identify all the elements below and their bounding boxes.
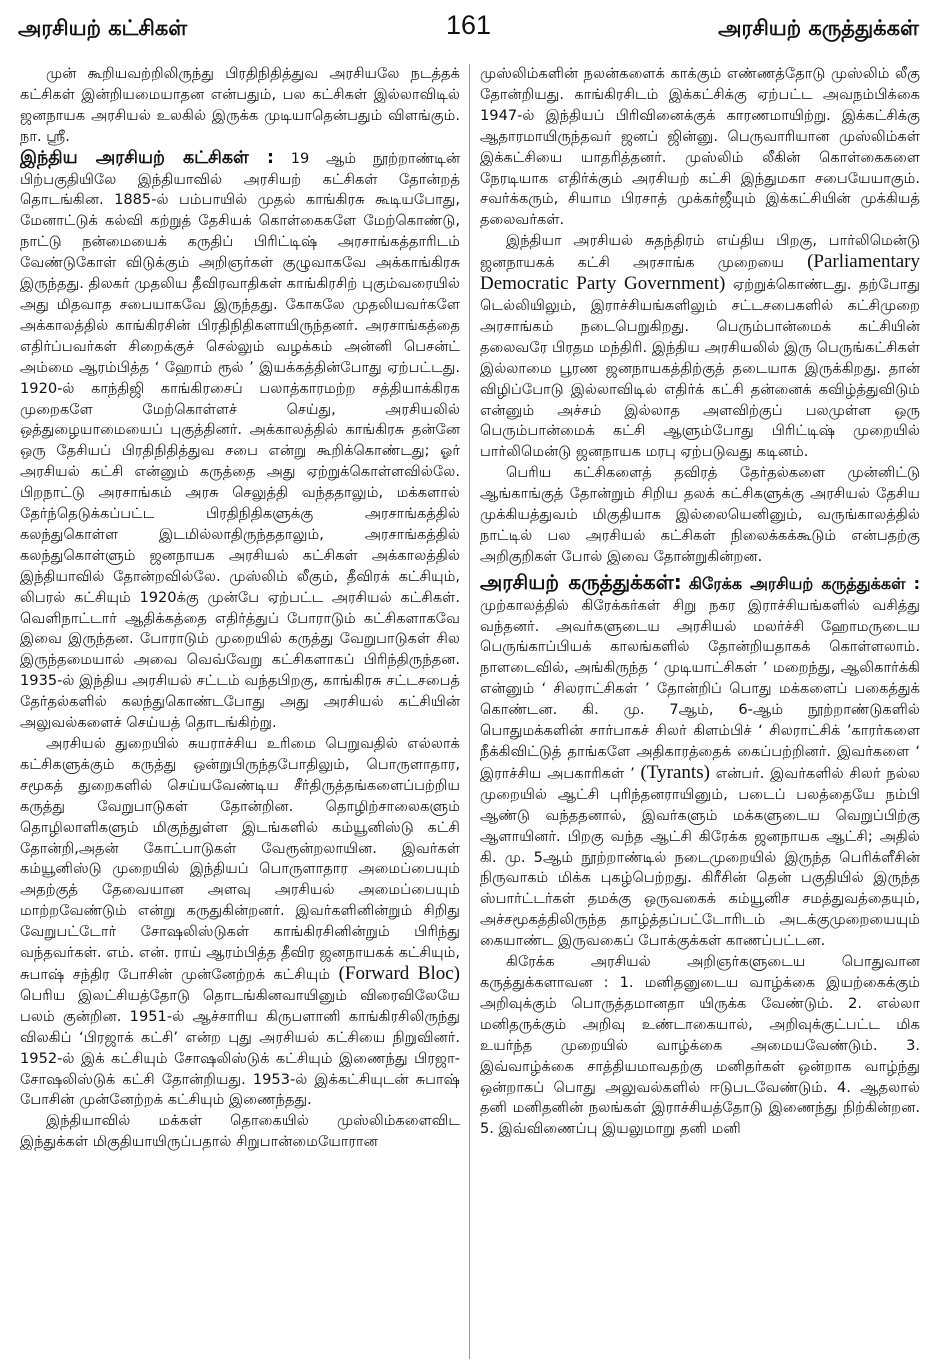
right-column: [480, 64, 920, 1364]
paragraph-text: 19 ஆம் நூற்றாண்டின் பிற்பகுதியிலே இந்தியாவில் அரசியற் கட்சிகள் தோன்றத் தொடங்கின. 1885-ல் பம்பாயில் முதல் காங்கிரசு கூடியபோது, மேனாட்டுக் கல்வி கற்றுத் தேசியக் கொள்கைகளே மேற்கொண்டு, நாட்டு நன்மையைக் கருதிப் பிரிட்டிஷ் அரசாங்கத்தாரிடம் வேண்டுகோள் விடுக்கும் அறிஞர்கள் குழுவாகவே அக்காங்கிரசு இருந்தது. திலகர் முதலிய தீவிரவாதிகள் காங்கிரசிற் புகும்வரையில் அது மிதவாத சபையாகவே இருந்தது. கோகலே முதலியவர்களே அக்காலத்தில் காங்கிரசின் பிரதிநிதிகளாயிருந்தனர். அரசாங்கத்தை எதிர்ப்பவர்கள் சிறைக்குச் செல்லும் வழக்கம் அன்னி பெசன்ட் அம்மை ஆரம்பித்த ‘ ஹோம் ரூல் ’ இயக்கத்தின்போது ஏற்பட்டது. 1920-ல் காந்திஜி காங்கிரசைப் பலாத்காரமற்ற சத்தியாக்கிரக முறைகளே மேற்கொள்ளச் செய்து, அரசியலில் ஒத்துழையாமையைப் புகுத்தினர். அக்காலத்தில் காங்கிரசு தன்னே ஒரு தேசியப் பிரதிநிதித்துவ சபை என்று கூறிக்கொண்டது; ஓர் அரசியல் கட்சி என்னும் கருத்தை அது ஏற்றுக்கொள்ளவில்லே. பிறநாட்டு அரசாங்கம் அரசு செலுத்தி வந்ததாலும், மக்களால் தேர்ந்தெடுக்கப்பட்ட பிரதிநிதிகளுக்கு அரசாங்கத்தில் கலந்துகொள்ள இடமில்லாதிருந்ததாலும், அரசாங்கத்தில் கலந்துகொள்ளும் ஜனநாயக அரசியல் கட்சிகள் அக்காலத்தில் இந்தியாவில் தோன்றவில்லே. முஸ்லிம் லீகும், தீவிரக் கட்சியும், லிபரல் கட்சியும் 1920க்கு முன்பே ஏற்பட்ட அரசியல் கட்சிகள். வெளிநாட்டார் ஆதிக்கத்தை எதிர்த்துப் போராடும் கட்சிகளாகவே இவை இருந்தன. போராடும் முறையில் கருத்து வேறுபாடுகள் சில இருந்தமையால் அவை வெவ்வேறு கட்சிகளாகப் பிரிந்திருந்தன. 1935-ல் இந்திய அரசியல் சட்டம் வந்தபிறகு, காங்கிரசு சட்டசபைத் தேர்தல்களில் கலந்துகொண்டபோது அது அரசியல் கட்சியின் அலுவல்களைச் செய்யத் தொடங்கிற்று.: [20, 149, 460, 732]
paragraph: முஸ்லிம்களின் நலன்களைக் காக்கும் எண்ணத்தோடு முஸ்லிம் லீகு தோன்றியது. காங்கிரசிடம் இக்கட்சிக்கு ஏற்பட்ட அவநம்பிக்கை 1947-ல் இந்தியப் பிரிவினைக்குக் காரணமாயிற்று. இக்கட்சிக்கு ஆதாரமாயிருந்தவர் ஜனப் ஜின்னு. பெருவாரியான முஸ்லிம்கள் இக்கட்சியை யாதரித்தனர். முஸ்லிம் லீகின் கொள்கைகளை நேரடியாக எதிர்க்கும் அரசியற் கட்சி இந்துமகா சபையேயாகும். சவர்க்கரும், சியாம பிரசாத் முக்கர்ஜீயும் இக்கட்சியின் முக்கியத் தலைவர்கள்.: [480, 65, 920, 229]
paragraph-text: பெரிய இலட்சியத்தோடு தொடங்கினவாயினும் விரைவிலேயே பலம் குன்றின. 1951-ல் ஆச்சாரிய கிருபளானி காங்கிரசிலிருந்து விலகிப் ‘பிரஜாக் கட்சி’ என்ற புது அரசியல் கட்சியை நிறுவினர். 1952-ல் இக் கட்சியும் சோஷலிஸ்டுக் கட்சியும் இணைந்து பிரஜா-சோஷலிஸ்டுக் கட்சி தோன்றியது. 1953-ல் இக்கட்சியுடன் சுபாஷ் போசின் முன்னேற்றக் கட்சியும் இணைந்தது.: [20, 986, 460, 1109]
paragraph: முன் கூறியவற்றிலிருந்து பிரதிநிதித்துவ அரசியலே நடத்தக் கட்சிகள் இன்றியமையாதன என்பதும், பல கட்சிகள் இல்லாவிடில் ஜனநாயக அரசியல் உலகில் இருக்க முடியாதென்பதும் விளங்கும். நா. ஸ்ரீ.: [20, 65, 460, 145]
paragraph-text: ஏற்றுக்கொண்டது. தற்போது டெல்லியிலும், இராச்சியங்களிலும் சட்டசபைகளில் கட்சிமுறை அரசாங்கம் நடைபெறுகிறது. பெரும்பான்மைக் கட்சியின் தலைவரே பிரதம மந்திரி. இந்திய அரசியலில் இரு பெருங்கட்சிகள் இல்லாமை பூரண ஜனநாயகத்திற்குத் தடையாக இருக்கிறது. தான் விழிப்போடு இல்லாவிடில் எதிர்க் கட்சி தன்னைக் கவிழ்த்துவிடும் என்னும் அச்சம் இல்லாத அளவிற்குப் பலமுள்ள ஒரு பெரும்பான்மைக் கட்சி ஆளும்போது பிரிட்டிஷ் முறையில் பார்லிமென்டு ஜனநாயக மரபு ஏற்படுவது கடினம்.: [480, 276, 920, 461]
paragraph-text: என்பர். இவர்களில் சிலர் நல்ல முறையில் ஆட்சி புரிந்தனராயினும், படைப் பலத்தையே நம்பி ஆண்டு வந்ததனால், இவர்களும் மக்களுடைய வெறுப்பிற்கு ஆளாயினர். பிறகு வந்த ஆட்சி கிரேக்க ஜனநாயக ஆட்சி; அதில் கி. மு. 5ஆம் நூற்றாண்டில் நடைமுறையில் இருந்த பெரிக்ளீசின் நிருவாகம் மிக்க புகழ்பெற்றது. கிரீசின் தென் பகுதியில் இருந்த ஸ்பார்ட்டர்கள் தமக்கு ஒருவகைக் கம்யூனிச சமத்துவத்தையும், அச்சமூகத்திலிருந்த தாழ்த்தப்பட்டோரிடம் அடக்குமுறையையும் கையாண்ட இருவகைப் போக்குக்கள் காணப்பட்டன.: [480, 764, 920, 950]
running-title-left: அரசியற் கட்சிகள்: [18, 16, 188, 40]
running-title-right: அரசியற் கருத்துக்கள்: [718, 16, 919, 40]
paragraph-text: முற்காலத்தில் கிரேக்கர்கள் சிறு நகர இராச்சியங்களில் வசித்து வந்தனர். அவர்களுடைய அரசியல் மலர்ச்சி ஹோமருடைய பெருங்காப்பியக் காலங்களில் தோன்றியதாகக் கொள்ளலாம். நாளடைவில், அங்கிருந்த ‘ முடியாட்சிகள் ’ மறைந்து, ஆலிகார்க்கி என்னும் ‘ சிலராட்சிகள் ’ தோன்றிப் பொது மக்களைப் பகைத்துக் கொண்டன. கி. மு. 7ஆம், 6-ஆம் நூற்றாண்டுகளில் பொதுமக்களின் சார்பாகச் சிலர் கிளம்பிச் ‘ சிலராட்சிக் ’காரர்களை நீக்கிவிட்டுத் தாங்களே அதிகாரத்தைக் கைப்பற்றினர். இவர்களை ‘ இராச்சிய அபகாரிகள் ’: [480, 596, 920, 782]
section-heading: அரசியற் கருத்துக்கள்:: [480, 569, 682, 594]
paragraph: [20, 148, 460, 734]
paragraph: பெரிய கட்சிகளைத் தவிரத் தேர்தல்களை முன்னிட்டு ஆங்காங்குத் தோன்றும் சிறிய தலக் கட்சிகளுக்கு அரசியல் தேசிய முக்கியத்துவம் மிகுதியாக இல்லையெனினும், வருங்காலத்தில் நாட்டில் பல அரசியல் கட்சிகள் நிலைக்கக்கூடும் என்பதற்கு அறிகுறிகள் போல் இவை தோன்றுகின்றன.: [480, 464, 920, 565]
page-header: [18, 10, 919, 50]
paragraph: [20, 734, 460, 1111]
english-term: (Parliamentary Democratic Party Government): [480, 251, 920, 295]
paragraph: கிரேக்க அரசியல் அறிஞர்களுடைய பொதுவான கருத்துக்களாவன : 1. மனிதனுடைய வாழ்க்கை இயற்கைக்கும் அறிவுக்கும் பொருத்தமானதா யிருக்க வேண்டும். 2. எல்லா மனிதருக்கும் அறிவு உண்டாகையால், அறிவுக்குட்பட்ட மிக உயர்ந்த முறையில் வாழ்க்கை அமையவேண்டும். 3. இவ்வாழ்க்கை சாத்தியமாவதற்கு மனிதர்கள் ஒன்றாக வாழ்ந்து ஒன்றாகப் பொது அலுவல்களில் ஈடுபடவேண்டும். 4. ஆதலால் தனி மனிதனின் நலங்கள் இராச்சியத்தோடு இணைந்து நிற்கின்றன. 5. இவ்விணைப்பு இயலுமாறு தனி மனி: [480, 953, 920, 1138]
paragraph: இந்தியாவில் மக்கள் தொகையில் முஸ்லிம்களைவிட இந்துக்கள் மிகுதியாயிருப்பதால் சிறுபான்மையோரான: [20, 1112, 460, 1151]
left-column: [20, 64, 460, 1364]
paragraph: [480, 569, 920, 952]
english-term: (Forward Bloc): [338, 962, 460, 984]
english-term: (Tyrants): [640, 761, 710, 783]
section-heading: இந்திய அரசியற் கட்சிகள் :: [20, 147, 274, 168]
paragraph-text: இந்தியா அரசியல் சுதந்திரம் எய்திய பிறகு, பார்லிமென்டு ஜனநாயகக் கட்சி அரசாங்க முறையை: [480, 232, 920, 272]
subsection-heading: கிரேக்க அரசியற் கருத்துக்கள் :: [688, 573, 920, 593]
paragraph-text: அரசியல் துறையில் சுயராச்சிய உரிமை பெறுவதில் எல்லாக் கட்சிகளுக்கும் கருத்து ஒன்றுபிருந்தபோதிலும், பொருளாதார, சமூகத் துறைகளில் செய்யவேண்டிய சீர்திருத்தங்களைப்பற்றிய கருத்து வேறுபாடுகள் தோன்றின. தொழிற்சாலைகளும் தொழிலாளிகளும் மிகுந்துள்ள இடங்களில் கம்யூனிஸ்டு கட்சி தோன்றி,அதன் கோட்பாடுகள் வேரூன்றலாயின. இவர்கள் கம்யூனிஸ்டு முறையில் இந்தியப் பொருளாதார அமைப்பையும் அதற்குத் தேவையான அளவு அரசியல் அமைப்பையும் மாற்றவேண்டும் என்று கருதுகின்றனர். இவர்களினின்றும் சிறிது வேறுபட்டோர் சோஷலிஸ்டுகள் காங்கிரசினின்றும் பிரிந்து வந்தவர்கள். எம். என். ராய் ஆரம்பித்த தீவிர ஜனநாயகக் கட்சியும், சுபாஷ் சந்திர போசின் முன்னேற்றக் கட்சியும்: [20, 735, 460, 983]
page-number: 161: [445, 10, 492, 40]
column-divider: [469, 64, 470, 1359]
paragraph: [480, 231, 920, 463]
